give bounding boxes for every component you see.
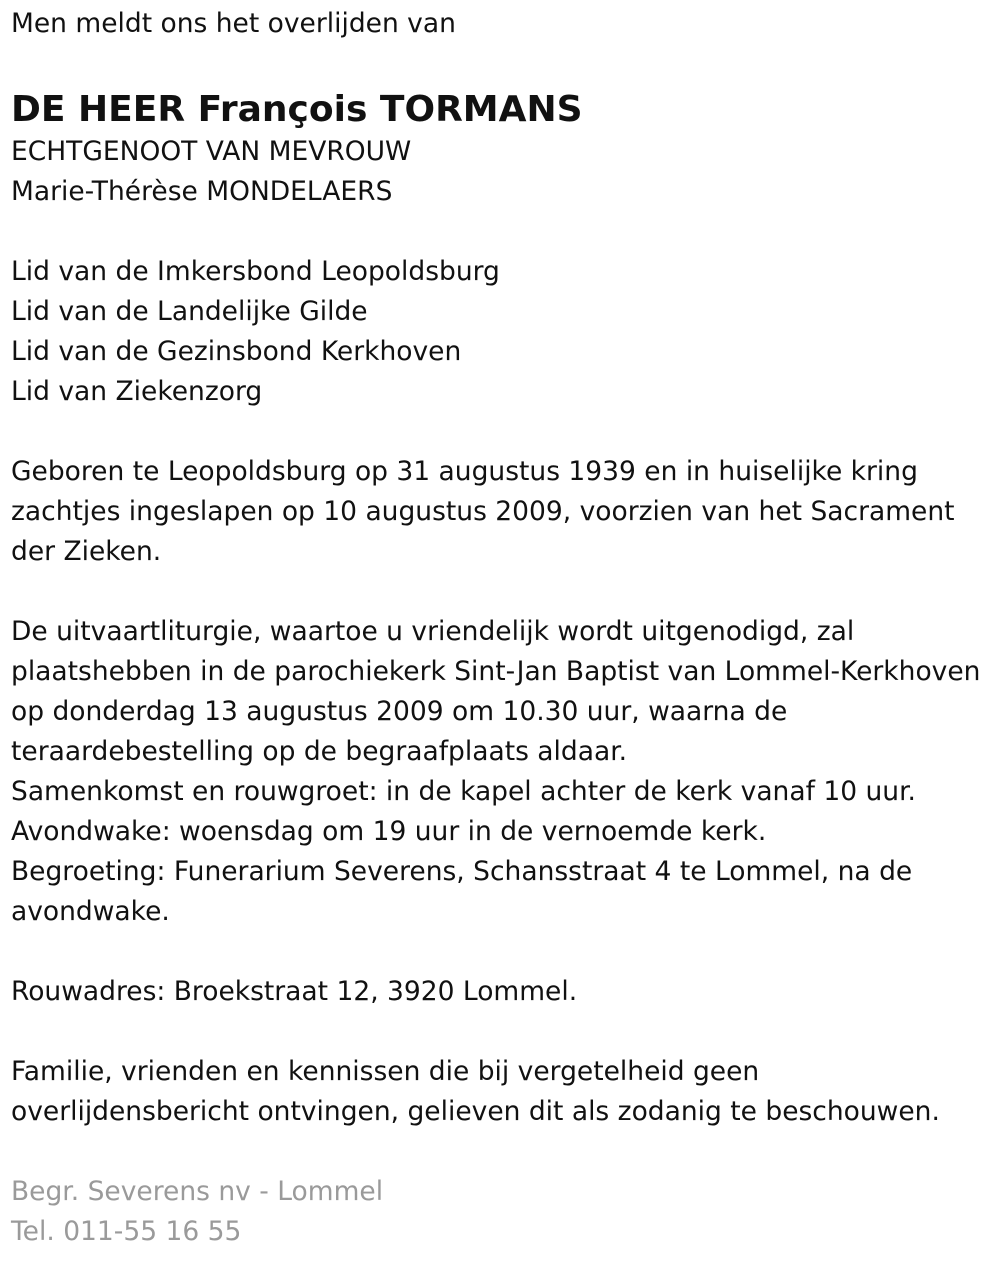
paragraph-line: op donderdag 13 augustus 2009 om 10.30 uur, waarna de	[11, 696, 788, 727]
paragraph-line: zachtjes ingeslapen op 10 augustus 2009, voorzien van het Sacrament	[11, 496, 955, 527]
membership-item: Lid van de Gezinsbond Kerkhoven	[11, 336, 462, 367]
funeral-home-phone: Tel. 011-55 16 55	[11, 1216, 242, 1247]
paragraph-line: Begroeting: Funerarium Severens, Schansstraat 4 te Lommel, na de	[11, 856, 913, 887]
spacer	[11, 1132, 996, 1172]
funeral-home-footer	[11, 1172, 996, 1252]
paragraph-line: Geboren te Leopoldsburg op 31 augustus 1939 en in huiselijke kring	[11, 456, 918, 487]
paragraph-line: Avondwake: woensdag om 19 uur in de vernoemde kerk.	[11, 816, 767, 847]
paragraph-line: Familie, vrienden en kennissen die bij vergetelheid geen	[11, 1056, 760, 1087]
paragraph-line: Samenkomst en rouwgroet: in de kapel achter de kerk vanaf 10 uur.	[11, 776, 916, 807]
spacer	[11, 572, 996, 612]
membership-item: Lid van de Imkersbond Leopoldsburg	[11, 256, 500, 287]
funeral-paragraph	[11, 612, 996, 932]
spouse-title: ECHTGENOOT VAN MEVROUW	[11, 136, 412, 167]
memberships-list	[11, 252, 996, 412]
spacer	[11, 412, 996, 452]
notice-paragraph	[11, 1052, 996, 1132]
membership-item: Lid van de Landelijke Gilde	[11, 296, 368, 327]
spacer	[11, 44, 996, 88]
paragraph-line: overlijdensbericht ontvingen, gelieven dit als zodanig te beschouwen.	[11, 1096, 940, 1127]
paragraph-line: avondwake.	[11, 896, 170, 927]
paragraph-line: plaatshebben in de parochiekerk Sint-Jan Baptist van Lommel-Kerkhoven	[11, 656, 981, 687]
paragraph-line: der Zieken.	[11, 536, 162, 567]
mourning-address: Rouwadres: Broekstraat 12, 3920 Lommel.	[11, 976, 578, 1007]
membership-item: Lid van Ziekenzorg	[11, 376, 263, 407]
obituary-notice	[11, 4, 996, 1252]
spacer	[11, 1012, 996, 1052]
birth-death-paragraph	[11, 452, 996, 572]
paragraph-line: De uitvaartliturgie, waartoe u vriendelijk wordt uitgenodigd, zal	[11, 616, 855, 647]
funeral-home-name: Begr. Severens nv - Lommel	[11, 1176, 384, 1207]
spacer	[11, 932, 996, 972]
spacer	[11, 212, 996, 252]
intro-text: Men meldt ons het overlijden van	[11, 8, 456, 39]
paragraph-line: teraardebestelling op de begraafplaats aldaar.	[11, 736, 628, 767]
deceased-name: DE HEER François TORMANS	[11, 89, 583, 130]
spouse-name: Marie-Thérèse MONDELAERS	[11, 176, 393, 207]
